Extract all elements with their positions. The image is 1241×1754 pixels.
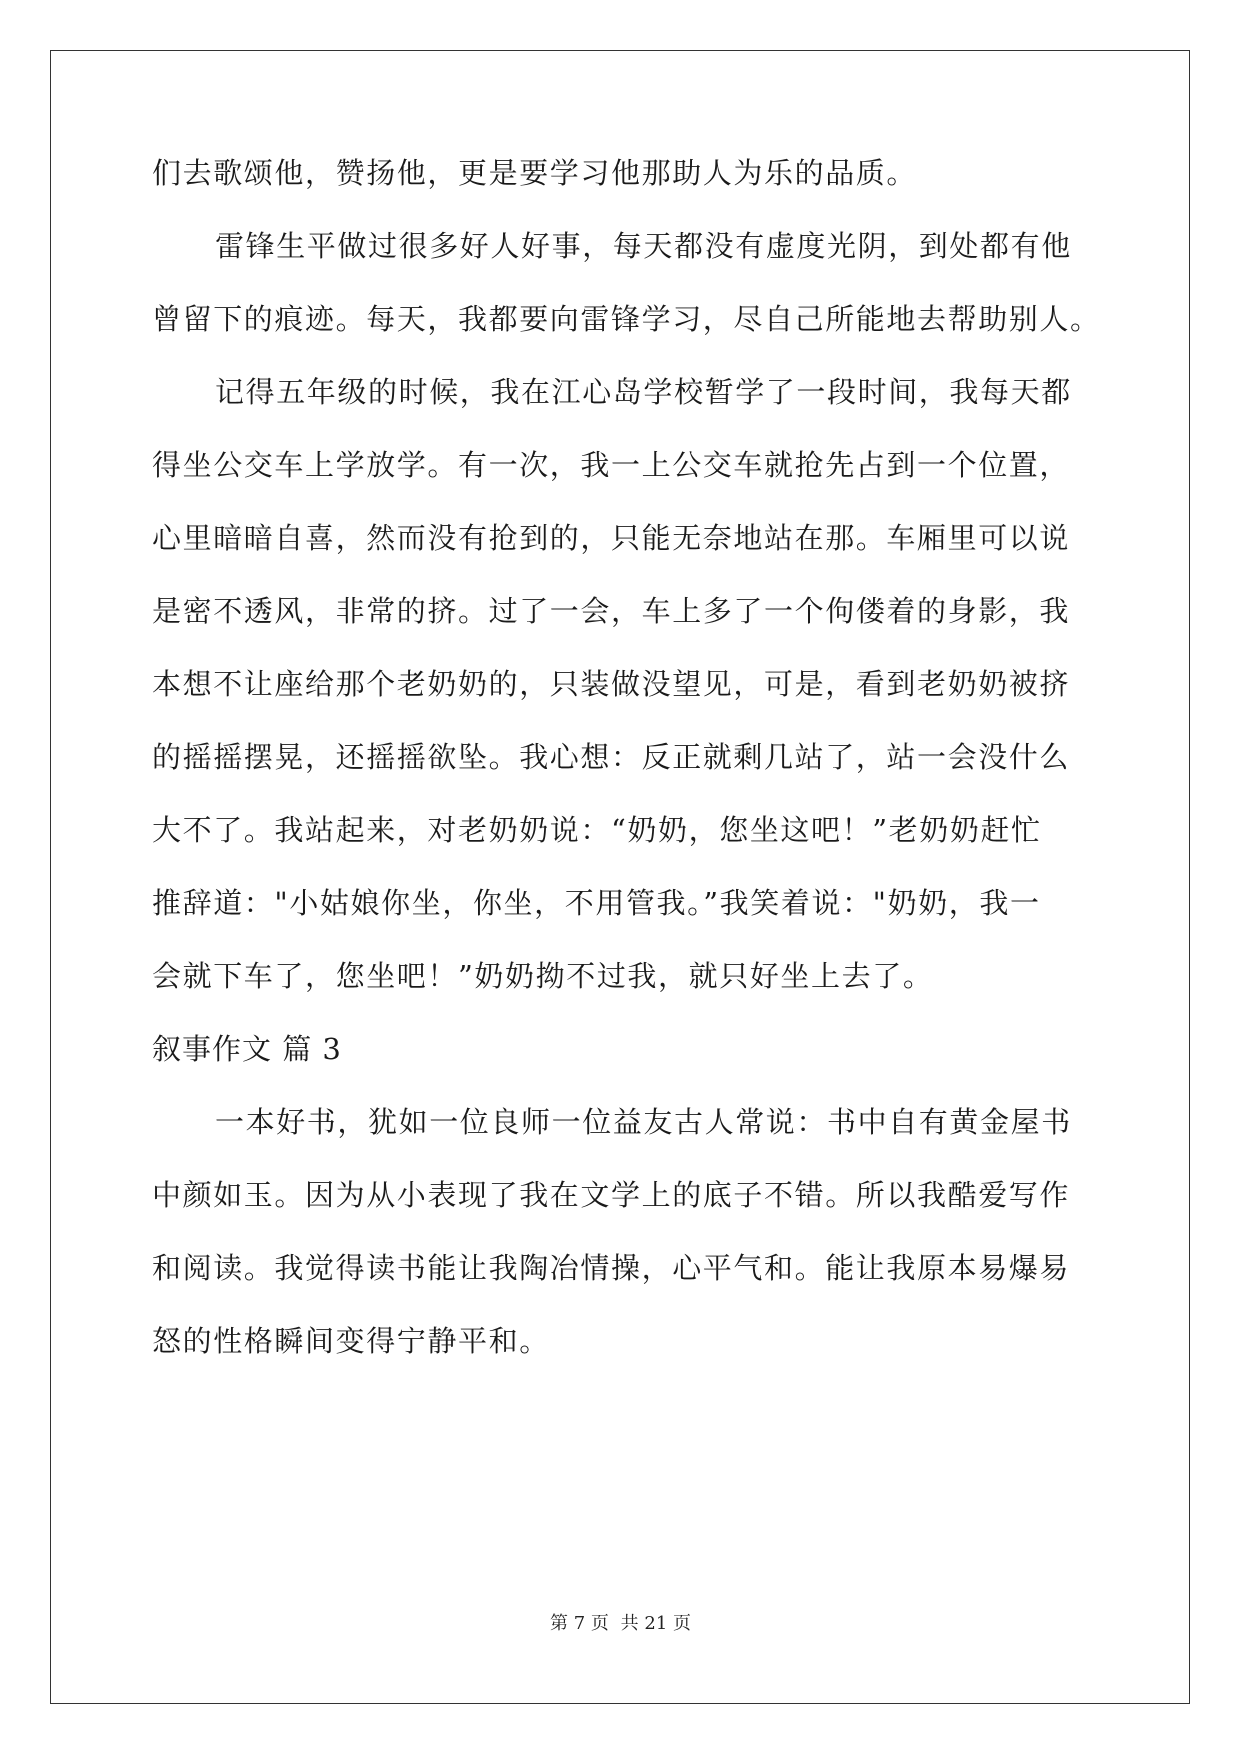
paragraph-line: 中颜如玉。因为从小表现了我在文学上的底子不错。所以我酷爱写作 [152,1178,1071,1212]
paragraph-line: 会就下车了，您坐吧！”奶奶拗不过我，就只好坐上去了。 [152,959,934,993]
paragraph-line: 大不了。我站起来，对老奶奶说：“奶奶，您坐这吧！”老奶奶赶忙 [152,813,1042,847]
paragraph-line: 推辞道："小姑娘你坐，你坐，不用管我。”我笑着说："奶奶，我一 [152,886,1041,920]
paragraph-line: 雷锋生平做过很多好人好事，每天都没有虚度光阴，到处都有他 [215,229,1072,263]
page-footer [0,1612,1241,1636]
paragraph-line: 记得五年级的时候，我在江心岛学校暂学了一段时间，我每天都 [215,375,1072,409]
paragraph-line: 心里暗暗自喜，然而没有抢到的，只能无奈地站在那。车厢里可以说 [152,521,1071,555]
paragraph-line: 得坐公交车上学放学。有一次，我一上公交车就抢先占到一个位置， [152,448,1071,482]
section-heading: 叙事作文 篇 3 [152,1032,342,1066]
paragraph-line: 本想不让座给那个老奶奶的，只装做没望见，可是，看到老奶奶被挤 [152,667,1071,701]
paragraph-line: 们去歌颂他，赞扬他，更是要学习他那助人为乐的品质。 [152,156,918,190]
paragraph-line: 和阅读。我觉得读书能让我陶冶情操，心平气和。能让我原本易爆易 [152,1251,1071,1285]
page-total: 共 21 页 [620,1613,691,1634]
page-number: 第 7 页 [550,1613,609,1634]
paragraph-line: 一本好书，犹如一位良师一位益友古人常说：书中自有黄金屋书 [215,1105,1072,1139]
paragraph-line: 的摇摇摆晃，还摇摇欲坠。我心想：反正就剩几站了，站一会没什么 [152,740,1071,774]
paragraph-line: 是密不透风，非常的挤。过了一会，车上多了一个佝偻着的身影，我 [152,594,1071,628]
paragraph-line: 曾留下的痕迹。每天，我都要向雷锋学习，尽自己所能地去帮助别人。 [152,302,1101,336]
paragraph-line: 怒的性格瞬间变得宁静平和。 [152,1324,550,1358]
